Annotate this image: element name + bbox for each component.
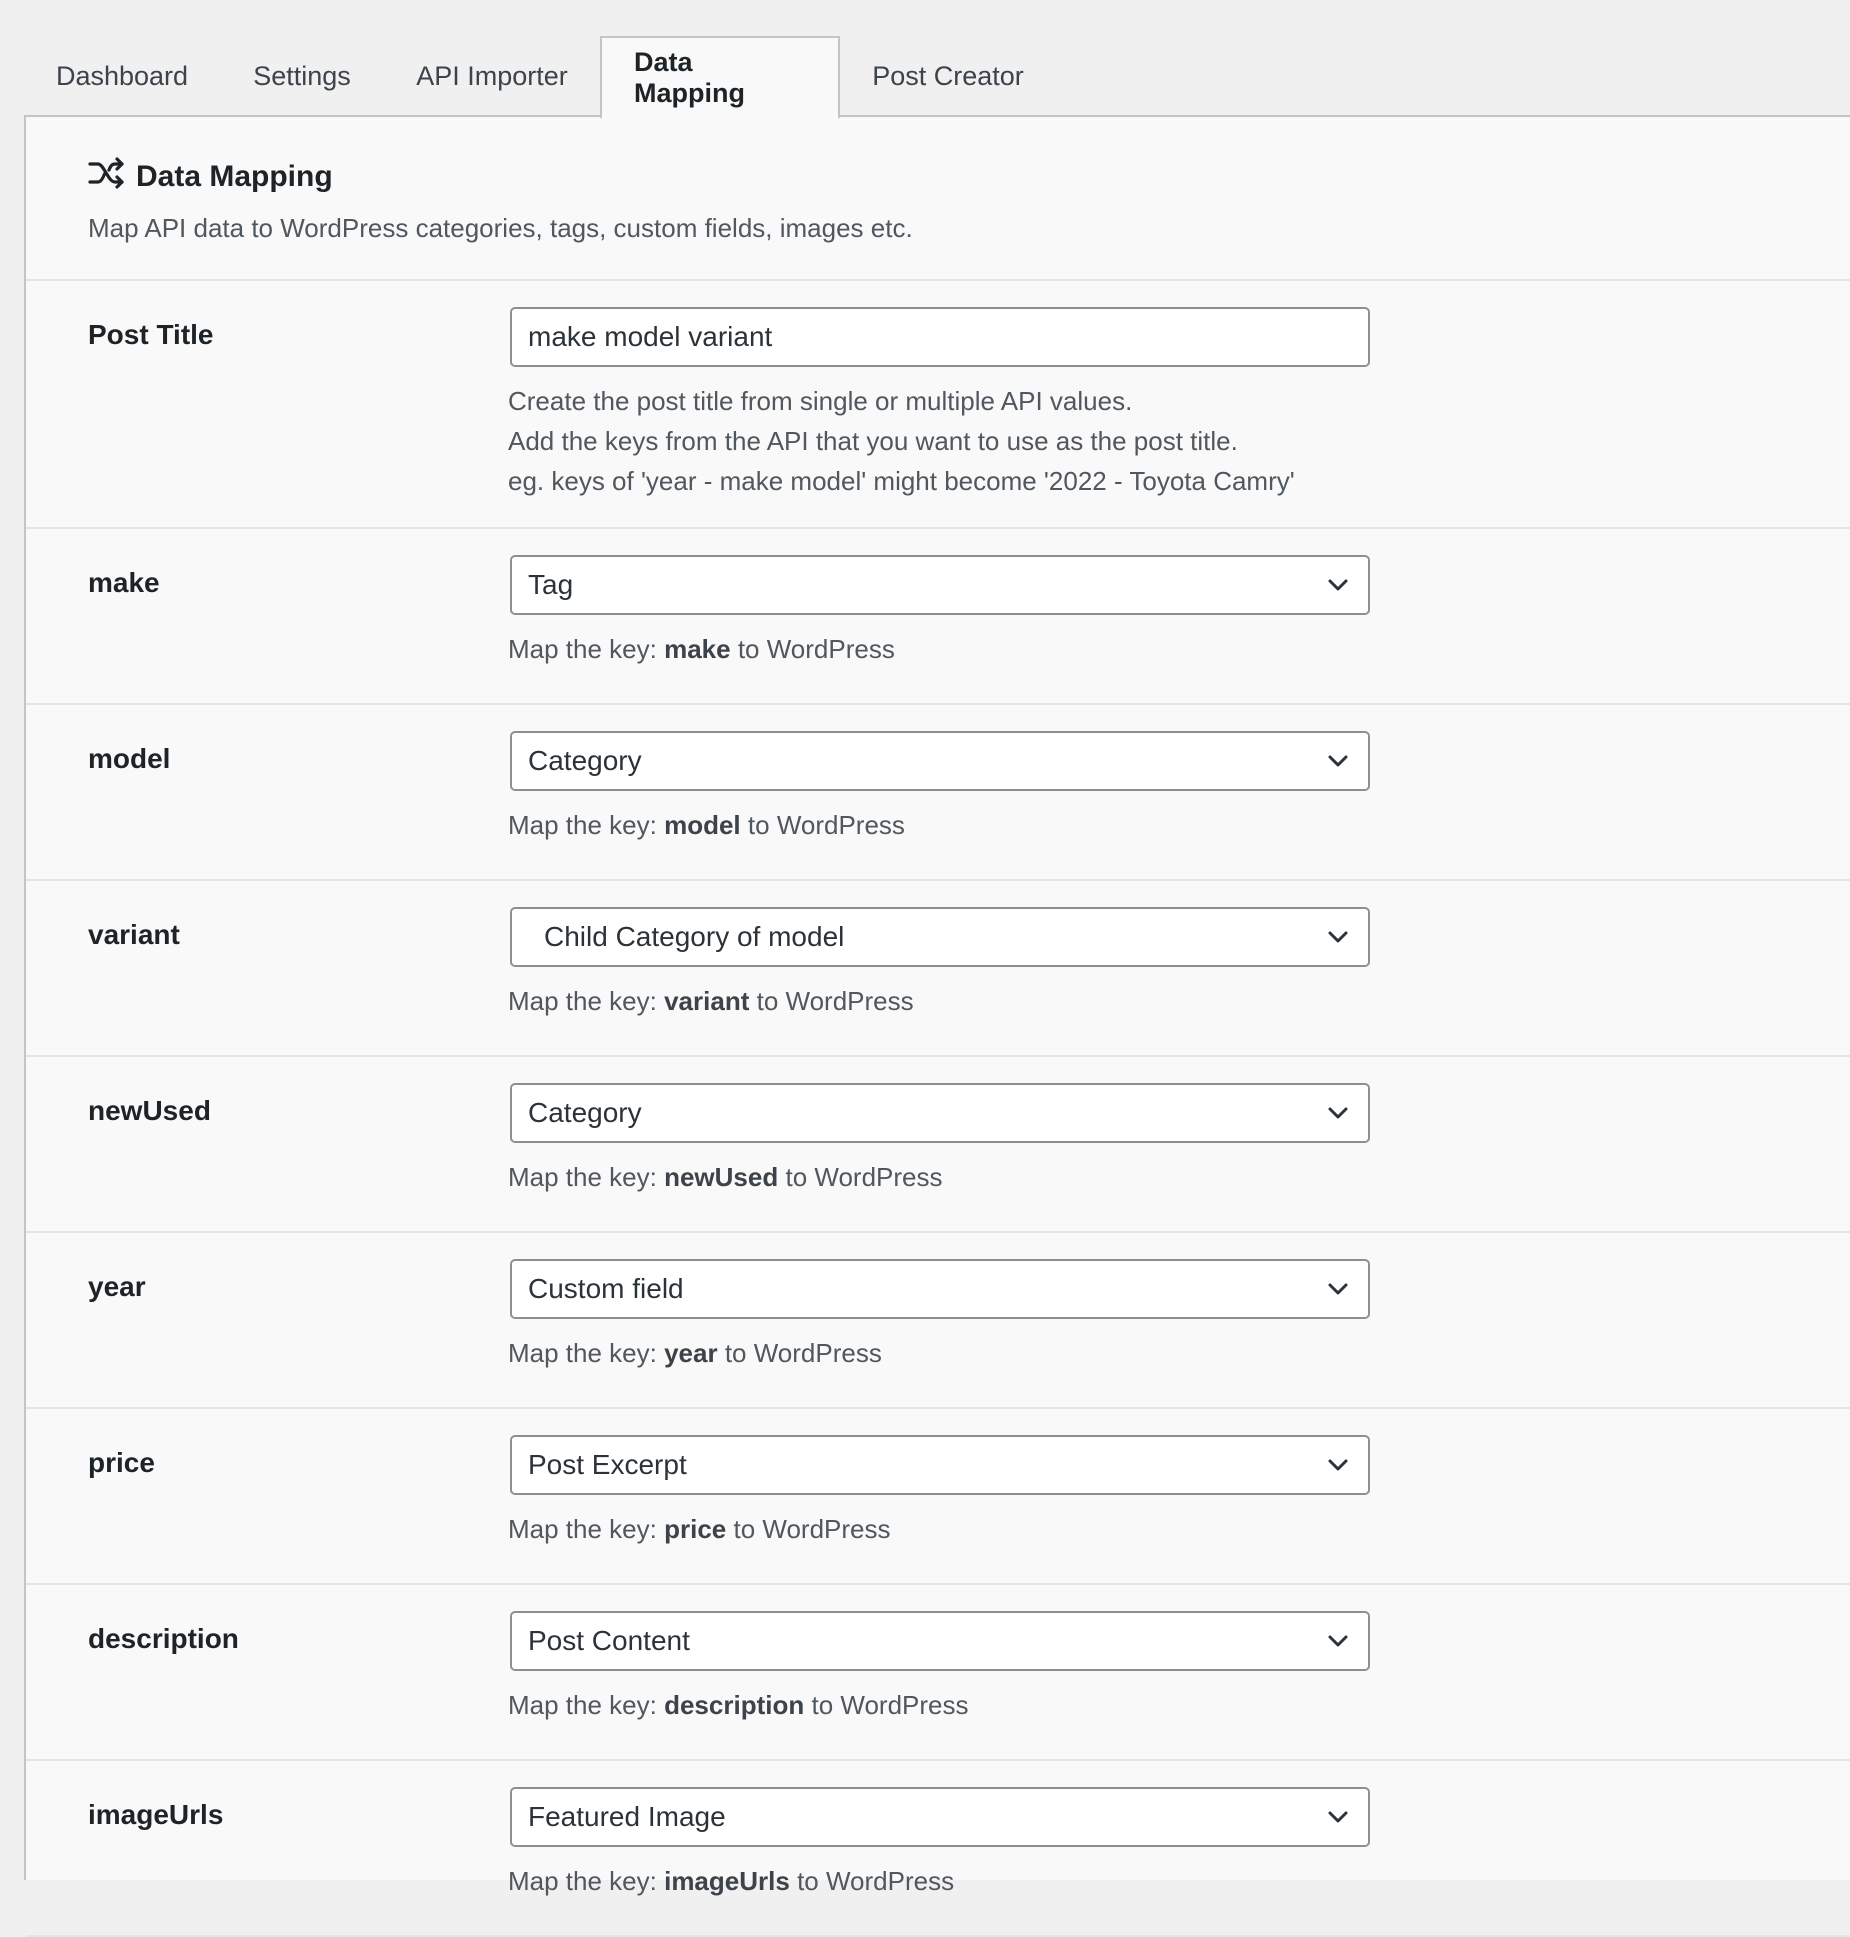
mapping-help [508,1333,1370,1373]
selected-value: Tag [528,569,574,600]
panel-description: Map API data to WordPress categories, tags, custom fields, images etc. [88,213,913,243]
mapping-key-label: variant [88,919,180,950]
mapping-list [26,529,1850,1937]
help-line: eg. keys of 'year - make model' might become '2022 - Toyota Camry' [508,466,1295,496]
mapping-key-label: description [88,1623,239,1654]
selected-value: Featured Image [528,1801,726,1832]
data-mapping-panel [24,115,1850,1896]
help-key: year [664,1338,718,1368]
mapping-key-label: year [88,1271,146,1302]
mapping-select-variant[interactable] [510,907,1370,967]
help-prefix: Map the key: [508,634,657,664]
mapping-row-variant [26,881,1850,1057]
shuffle-icon [88,155,126,199]
help-prefix: Map the key: [508,1866,657,1896]
mapping-select-year[interactable] [510,1259,1370,1319]
chevron-down-icon [1326,1104,1350,1122]
chevron-down-icon [1326,1808,1350,1826]
help-key: description [664,1690,805,1720]
help-suffix: to WordPress [737,634,895,664]
panel-title [88,157,1850,197]
mapping-row-description [26,1585,1850,1761]
help-suffix: to WordPress [785,1162,943,1192]
mapping-help [508,1685,1370,1725]
nav-tabs [0,0,1850,116]
mapping-row-imageUrls [26,1761,1850,1937]
help-key: price [664,1514,727,1544]
mapping-help [508,1157,1370,1197]
mapping-select-price[interactable] [510,1435,1370,1495]
mapping-select-imageUrls[interactable] [510,1787,1370,1847]
help-prefix: Map the key: [508,986,657,1016]
mapping-select-description[interactable] [510,1611,1370,1671]
post-title-input[interactable] [510,307,1370,367]
selected-value: Custom field [528,1273,684,1304]
selected-value: Category [528,1097,642,1128]
mapping-help [508,629,1370,669]
tab-settings[interactable]: Settings [253,60,351,91]
panel-header [26,117,1850,281]
mapping-select-newUsed[interactable] [510,1083,1370,1143]
tab-api-importer[interactable]: API Importer [416,60,568,91]
post-title-row [26,281,1850,529]
post-title-value: make model variant [528,321,773,352]
chevron-down-icon [1326,752,1350,770]
help-prefix: Map the key: [508,810,657,840]
chevron-down-icon [1326,576,1350,594]
tab-dashboard[interactable]: Dashboard [55,60,189,91]
mapping-key-label: imageUrls [88,1799,224,1830]
mapping-row-model [26,705,1850,881]
help-prefix: Map the key: [508,1690,657,1720]
help-suffix: to WordPress [747,810,905,840]
post-title-help [508,381,1370,501]
mapping-help [508,981,1370,1021]
help-prefix: Map the key: [508,1338,657,1368]
help-prefix: Map the key: [508,1162,657,1192]
selected-value: Post Excerpt [528,1449,687,1480]
chevron-down-icon [1326,1280,1350,1298]
mapping-help [508,805,1370,845]
mapping-row-make [26,529,1850,705]
help-line: Create the post title from single or multiple API values. [508,386,1133,416]
help-key: make [664,634,731,664]
help-prefix: Map the key: [508,1514,657,1544]
help-key: model [664,810,741,840]
help-key: variant [664,986,750,1016]
post-title-label: Post Title [88,319,214,350]
help-suffix: to WordPress [756,986,914,1016]
mapping-row-year [26,1233,1850,1409]
mapping-key-label: model [88,743,171,774]
chevron-down-icon [1326,1456,1350,1474]
help-key: newUsed [664,1162,779,1192]
tab-data-mapping[interactable]: Data Mapping [600,36,840,118]
tab-post-creator[interactable]: Post Creator [872,60,1024,91]
mapping-help [508,1509,1370,1549]
mapping-key-label: make [88,567,160,598]
selected-value: Category [528,745,642,776]
help-suffix: to WordPress [797,1866,955,1896]
mapping-key-label: price [88,1447,155,1478]
mapping-select-make[interactable] [510,555,1370,615]
mapping-key-label: newUsed [88,1095,211,1126]
mapping-help [508,1861,1370,1901]
chevron-down-icon [1326,1632,1350,1650]
help-suffix: to WordPress [733,1514,891,1544]
selected-value: Post Content [528,1625,690,1656]
chevron-down-icon [1326,928,1350,946]
help-suffix: to WordPress [724,1338,882,1368]
help-line: Add the keys from the API that you want to use as the post title. [508,426,1238,456]
mapping-row-newUsed [26,1057,1850,1233]
selected-value: Child Category of model [544,921,845,952]
help-suffix: to WordPress [811,1690,969,1720]
mapping-row-price [26,1409,1850,1585]
panel-title-text: Data Mapping [136,160,333,193]
mapping-select-model[interactable] [510,731,1370,791]
help-key: imageUrls [664,1866,790,1896]
